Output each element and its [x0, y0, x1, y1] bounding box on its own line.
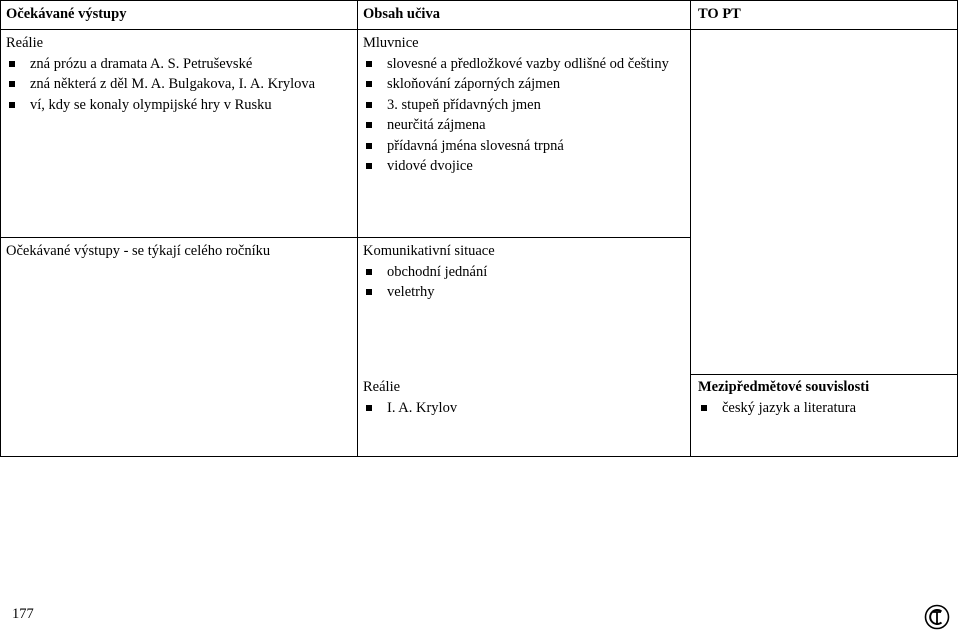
list-item: 3. stupeň přídavných jmen	[363, 95, 685, 116]
section3-content-heading: Reálie	[363, 379, 401, 395]
section1-content	[357, 29, 690, 177]
section2-content-heading: Komunikativní situace	[363, 243, 495, 259]
list-item: veletrhy	[363, 282, 685, 303]
section3-cross-curricular-list	[698, 398, 953, 419]
list-item: ví, kdy se konaly olympijské hry v Rusku	[6, 95, 317, 116]
header-cross-curricular-themes: TO PT	[698, 6, 741, 22]
list-item: přídavná jména slovesná trpná	[363, 136, 685, 157]
list-item: I. A. Krylov	[363, 398, 685, 419]
list-item: slovesné a předložkové vazby odlišné od češtiny	[363, 54, 685, 75]
section2-outcomes-text: Očekávané výstupy - se týkají celého ročníku	[6, 243, 271, 259]
section2-content	[357, 237, 690, 303]
list-item: zná prózu a dramata A. S. Petruševské	[6, 54, 317, 75]
header-expected-outcomes: Očekávané výstupy	[6, 6, 127, 22]
section1-content-heading: Mluvnice	[363, 35, 419, 51]
section3-content-list	[363, 398, 685, 419]
list-item: český jazyk a literatura	[698, 398, 953, 419]
section1-content-list	[363, 54, 685, 177]
page-number: 177	[12, 606, 34, 622]
list-item: vidové dvojice	[363, 156, 685, 177]
section3-cross-curricular-heading: Mezipředmětové souvislosti	[698, 379, 870, 395]
list-item: obchodní jednání	[363, 262, 685, 283]
list-item: zná některá z děl M. A. Bulgakova, I. A. Krylova	[6, 74, 317, 95]
section1-outcomes	[0, 29, 322, 115]
section3-content	[357, 373, 690, 418]
section1-outcomes-heading: Reálie	[6, 35, 44, 51]
list-item: neurčitá zájmena	[363, 115, 685, 136]
school-logo-icon	[924, 604, 950, 635]
section1-outcomes-list	[6, 54, 317, 116]
section2-outcomes	[0, 237, 357, 262]
header-curriculum-content: Obsah učiva	[363, 6, 440, 22]
list-item: skloňování záporných zájmen	[363, 74, 685, 95]
section2-content-list	[363, 262, 685, 303]
section3-cross-curricular	[690, 373, 958, 418]
